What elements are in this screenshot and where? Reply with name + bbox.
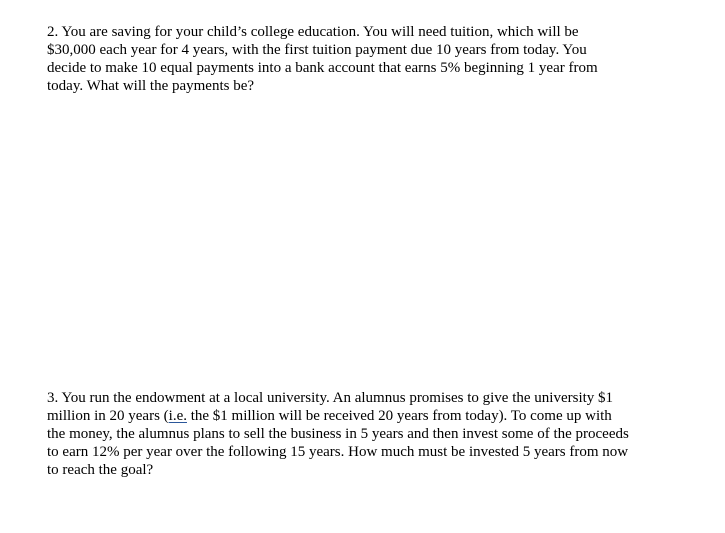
question-3-line-2-end: the $1 million will be received 20 years from today). To come up with xyxy=(186,408,612,424)
question-2-line-3: decide to make 10 equal payments into a bank account that earns 5% beginning 1 year from xyxy=(47,60,598,76)
question-2-line-1: 2. You are saving for your child’s college education. You will need tuition, which will be xyxy=(47,24,579,40)
question-2-line-4: today. What will the payments be? xyxy=(47,78,255,94)
question-3-line-1: 3. You run the endowment at a local university. An alumnus promises to give the university $1 xyxy=(47,390,614,406)
question-2-line-2: $30,000 each year for 4 years, with the first tuition payment due 10 years from today. You xyxy=(47,42,587,58)
question-2-paragraph xyxy=(47,23,687,95)
abbreviation-ie: i.e. xyxy=(168,408,187,424)
question-3-line-2 xyxy=(47,407,687,425)
question-3-line-4: to earn 12% per year over the following 15 years. How much must be invested 5 years from now xyxy=(47,444,629,460)
question-3-line-2-start: million in 20 years ( xyxy=(47,408,169,424)
question-3-line-5: to reach the goal? xyxy=(47,462,154,478)
question-3-paragraph xyxy=(47,389,687,479)
question-3-line-3: the money, the alumnus plans to sell the business in 5 years and then invest some of the proceeds xyxy=(47,426,629,442)
